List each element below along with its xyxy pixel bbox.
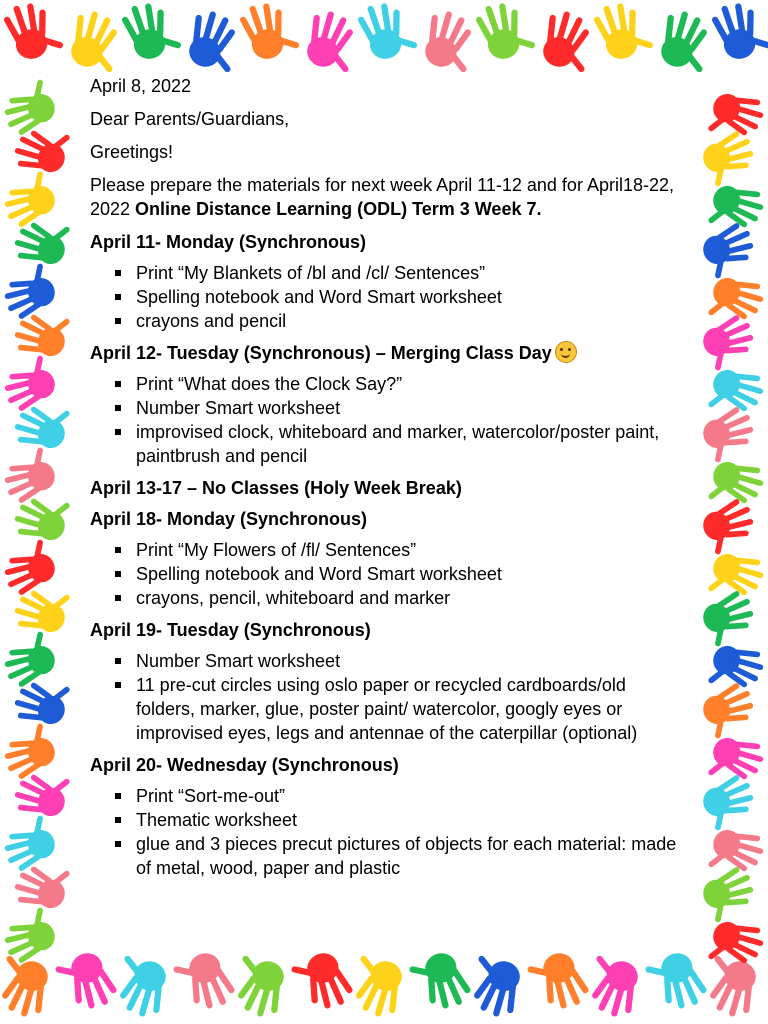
section-april-19	[90, 618, 680, 745]
intro-text: Please prepare the materials for next week April 11-12 and for April18-22, 2022	[90, 175, 674, 219]
handprint-icon	[579, 952, 647, 1022]
handprint-icon	[119, 0, 184, 64]
section-april-13-17	[90, 476, 680, 500]
handprint-icon	[225, 952, 293, 1022]
list-item: Print “Sort-me-out”	[136, 784, 680, 808]
letter-body	[90, 74, 680, 888]
handprint-icon	[698, 311, 762, 373]
handprint-icon	[0, 629, 60, 691]
handprint-icon	[697, 952, 765, 1022]
handprint-icon	[107, 952, 175, 1022]
materials-list	[90, 649, 680, 745]
handprint-icon	[10, 119, 74, 181]
handprint-icon	[10, 763, 74, 825]
handprint-icon	[298, 6, 366, 76]
list-item: glue and 3 pieces precut pictures of objects for each material: made of metal, wood, paper and plastic	[136, 832, 680, 880]
section-april-11	[90, 230, 680, 333]
handprint-icon	[180, 6, 248, 76]
handprint-icon	[642, 947, 710, 1017]
handprint-icon	[0, 445, 60, 507]
list-item: Number Smart worksheet	[136, 396, 680, 420]
smiling-face-icon	[555, 341, 577, 363]
handprint-icon	[10, 487, 74, 549]
letter-date: April 8, 2022	[90, 76, 192, 96]
handprint-icon	[0, 261, 60, 323]
handprint-icon	[591, 0, 656, 64]
handprint-icon	[10, 211, 74, 273]
handprint-icon	[343, 952, 411, 1022]
handprint-icon	[704, 637, 768, 699]
handprint-icon	[704, 729, 768, 791]
list-item: 11 pre-cut circles using oslo paper or recycled cardboards/old folders, marker, glue, poster paint/ watercolor, googly eyes or improvised eyes, legs and antennae of the caterpillar (optional)	[136, 673, 680, 745]
section-heading: April 13-17 – No Classes (Holy Week Break)	[90, 478, 462, 498]
handprint-icon	[704, 453, 768, 515]
handprint-icon	[704, 361, 768, 423]
handprint-icon	[355, 0, 420, 64]
list-item: Print “My Flowers of /fl/ Sentences”	[136, 538, 680, 562]
section-heading: April 12- Tuesday (Synchronous) – Merging Class Day	[90, 343, 552, 363]
handprint-icon	[652, 6, 720, 76]
section-april-12	[90, 341, 680, 468]
handprint-icon	[698, 679, 762, 741]
handprint-icon	[698, 495, 762, 557]
handprint-icon	[698, 127, 762, 189]
handprint-icon	[416, 6, 484, 76]
handprint-icon	[698, 587, 762, 649]
materials-list	[90, 261, 680, 333]
handprint-icon	[10, 395, 74, 457]
handprint-icon	[704, 821, 768, 883]
handprint-icon	[10, 303, 74, 365]
handprint-icon	[461, 952, 529, 1022]
handprint-icon	[406, 947, 474, 1017]
list-item: crayons, pencil, whiteboard and marker	[136, 586, 680, 610]
handprint-icon	[698, 403, 762, 465]
handprint-icon	[698, 219, 762, 281]
list-item: crayons and pencil	[136, 309, 680, 333]
materials-list	[90, 538, 680, 610]
handprint-icon	[10, 855, 74, 917]
handprint-icon	[62, 6, 130, 76]
handprint-icon	[534, 6, 602, 76]
handprint-icon	[0, 721, 60, 783]
handprint-icon	[0, 169, 60, 231]
handprint-icon	[704, 545, 768, 607]
intro-bold: Online Distance Learning (ODL) Term 3 Week 7.	[135, 199, 542, 219]
section-april-18	[90, 507, 680, 610]
handprint-icon	[0, 952, 57, 1022]
section-heading: April 18- Monday (Synchronous)	[90, 509, 368, 529]
section-heading-row	[90, 341, 680, 365]
letter-salutation: Dear Parents/Guardians,	[90, 109, 290, 129]
handprint-icon	[1, 0, 66, 64]
list-item: Number Smart worksheet	[136, 649, 680, 673]
handprint-icon	[704, 85, 768, 147]
letter-greeting: Greetings!	[90, 142, 174, 162]
handprint-icon	[0, 537, 60, 599]
materials-list	[90, 372, 680, 468]
section-heading: April 19- Tuesday (Synchronous)	[90, 620, 371, 640]
section-april-20	[90, 753, 680, 880]
handprint-icon	[0, 77, 60, 139]
handprint-icon	[709, 0, 768, 64]
list-item: Print “What does the Clock Say?”	[136, 372, 680, 396]
handprint-icon	[288, 947, 356, 1017]
handprint-icon	[698, 863, 762, 925]
handprint-icon	[237, 0, 302, 64]
section-heading: April 20- Wednesday (Synchronous)	[90, 755, 399, 775]
handprint-icon	[704, 177, 768, 239]
handprint-icon	[170, 947, 238, 1017]
section-heading: April 11- Monday (Synchronous)	[90, 232, 367, 252]
materials-list	[90, 784, 680, 880]
handprint-icon	[473, 0, 538, 64]
handprint-icon	[524, 947, 592, 1017]
handprint-icon	[0, 813, 60, 875]
handprint-icon	[52, 947, 120, 1017]
handprint-icon	[10, 671, 74, 733]
list-item: Thematic worksheet	[136, 808, 680, 832]
letter-intro	[90, 173, 680, 221]
list-item: Spelling notebook and Word Smart worksheet	[136, 285, 680, 309]
list-item: Spelling notebook and Word Smart worksheet	[136, 562, 680, 586]
handprint-icon	[698, 771, 762, 833]
list-item: improvised clock, whiteboard and marker, watercolor/poster paint, paintbrush and pencil	[136, 420, 680, 468]
handprint-icon	[704, 269, 768, 331]
list-item: Print “My Blankets of /bl and /cl/ Sentences”	[136, 261, 680, 285]
handprint-icon	[0, 353, 60, 415]
handprint-icon	[10, 579, 74, 641]
